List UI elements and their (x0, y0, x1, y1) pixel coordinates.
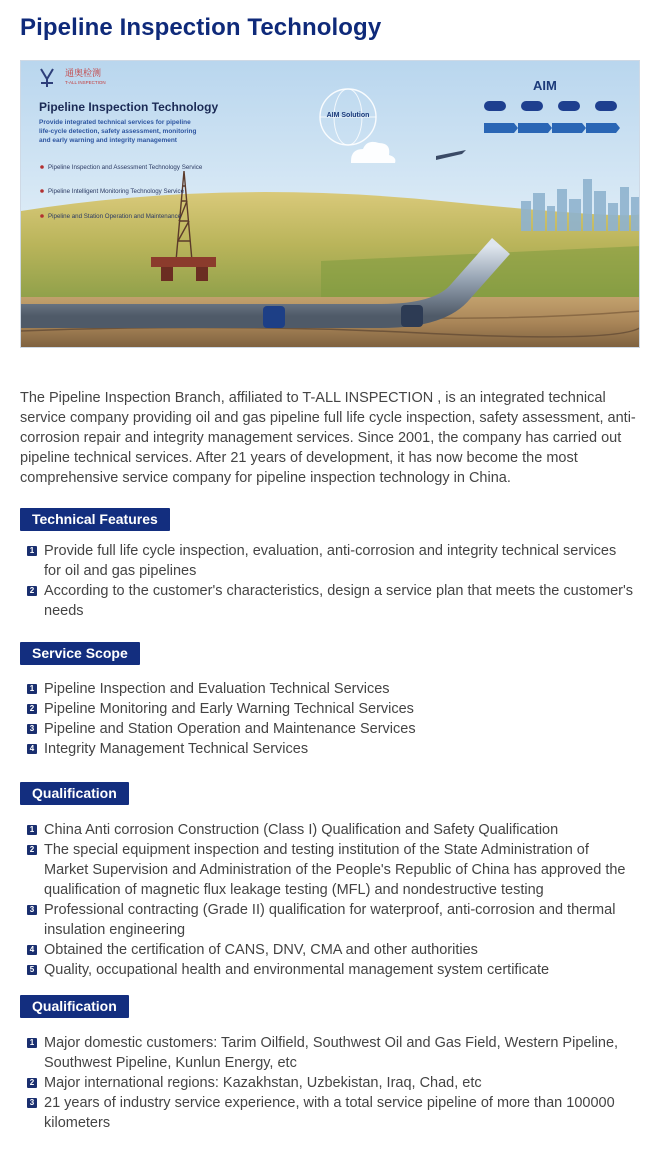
list-item: 5 Quality, occupational health and environmental management system certificate (27, 960, 637, 980)
list-item: 4 Integrity Management Technical Services (27, 739, 637, 759)
list-item: 3 21 years of industry service experience, with a total service pipeline of more than 100000 kilometers (27, 1093, 637, 1133)
number-badge-icon: 3 (27, 1098, 37, 1108)
list-item: 3 Pipeline and Station Operation and Maintenance Services (27, 719, 637, 739)
svg-text:AIM Solution: AIM Solution (326, 112, 370, 119)
list-item: 4 Obtained the certification of CANS, DNV, CMA and other authorities (27, 940, 637, 960)
svg-text:Pipeline Intelligent Monitorin: Pipeline Intelligent Monitoring Technology Service (48, 188, 185, 195)
list-item: 1 Pipeline Inspection and Evaluation Technical Services (27, 679, 637, 699)
svg-text:life-cycle detection, safety a: life-cycle detection, safety assessment, monitoring (39, 128, 197, 135)
number-badge-icon: 2 (27, 704, 37, 714)
list-item: 2 According to the customer's characteristics, design a service plan that meets the customer's needs (27, 581, 637, 621)
hero-banner-image (20, 60, 640, 348)
page-title: Pipeline Inspection Technology (20, 14, 382, 41)
svg-text:and early warning and integrit: and early warning and integrity management (39, 137, 177, 144)
svg-text:通奥检测: 通奥检测 (65, 69, 102, 79)
svg-text:Provide integrated technical s: Provide integrated technical services for pipeline (39, 119, 191, 126)
svg-text:AIM: AIM (533, 78, 557, 93)
number-badge-icon: 1 (27, 546, 37, 556)
svg-text:Pipeline and Station Operation: Pipeline and Station Operation and Maintenance (48, 213, 182, 220)
svg-text:T-ALL INSPECTION: T-ALL INSPECTION (65, 80, 106, 85)
section-title-service-scope: Service Scope (20, 642, 140, 665)
number-badge-icon: 2 (27, 845, 37, 855)
number-badge-icon: 1 (27, 1038, 37, 1048)
list-item: 3 Professional contracting (Grade II) qualification for waterproof, anti-corrosion and thermal insulation engineering (27, 900, 637, 940)
list-item: 2 Major international regions: Kazakhstan, Uzbekistan, Iraq, Chad, etc (27, 1073, 637, 1093)
intro-paragraph: The Pipeline Inspection Branch, affiliated to T-ALL INSPECTION , is an integrated technical service company providing oil and gas pipeline full life cycle inspection, safety assessment, anti-corrosion repair and integrity management services. Since 2001, the company has carried out pipeline technical services. After 21 years of development, it has now become the most comprehensive service company for pipeline inspection technology in China. (20, 390, 636, 486)
qualification-list (27, 820, 637, 980)
list-item: 1 Major domestic customers: Tarim Oilfield, Southwest Oil and Gas Field, Western Pipeline, Southwest Pipeline, Kunlun Energy, etc (27, 1033, 637, 1073)
section-title-technical-features: Technical Features (20, 508, 170, 531)
section-title-qualification: Qualification (20, 782, 129, 805)
number-badge-icon: 2 (27, 586, 37, 596)
number-badge-icon: 5 (27, 965, 37, 975)
number-badge-icon: 2 (27, 1078, 37, 1088)
svg-text:Pipeline Inspection and Assess: Pipeline Inspection and Assessment Technology Service (48, 164, 203, 171)
number-badge-icon: 4 (27, 744, 37, 754)
list-item: 1 China Anti corrosion Construction (Class I) Qualification and Safety Qualification (27, 820, 637, 840)
list-item: 1 Provide full life cycle inspection, evaluation, anti-corrosion and integrity technical services for oil and gas pipelines (27, 541, 637, 581)
number-badge-icon: 1 (27, 684, 37, 694)
number-badge-icon: 3 (27, 905, 37, 915)
svg-text:Pipeline Inspection Technology: Pipeline Inspection Technology (39, 100, 219, 114)
section-title-qualification-customers: Qualification (20, 995, 129, 1018)
technical-features-list (27, 541, 637, 621)
list-item: 2 Pipeline Monitoring and Early Warning Technical Services (27, 699, 637, 719)
number-badge-icon: 4 (27, 945, 37, 955)
service-scope-list (27, 679, 637, 759)
customers-list (27, 1033, 637, 1133)
number-badge-icon: 3 (27, 724, 37, 734)
list-item: 2 The special equipment inspection and testing institution of the State Administration of Market Supervision and Administration of the People's Republic of China has approved the qualification of magnetic flux leakage testing (MFL) and nondestructive testing (27, 840, 637, 900)
number-badge-icon: 1 (27, 825, 37, 835)
